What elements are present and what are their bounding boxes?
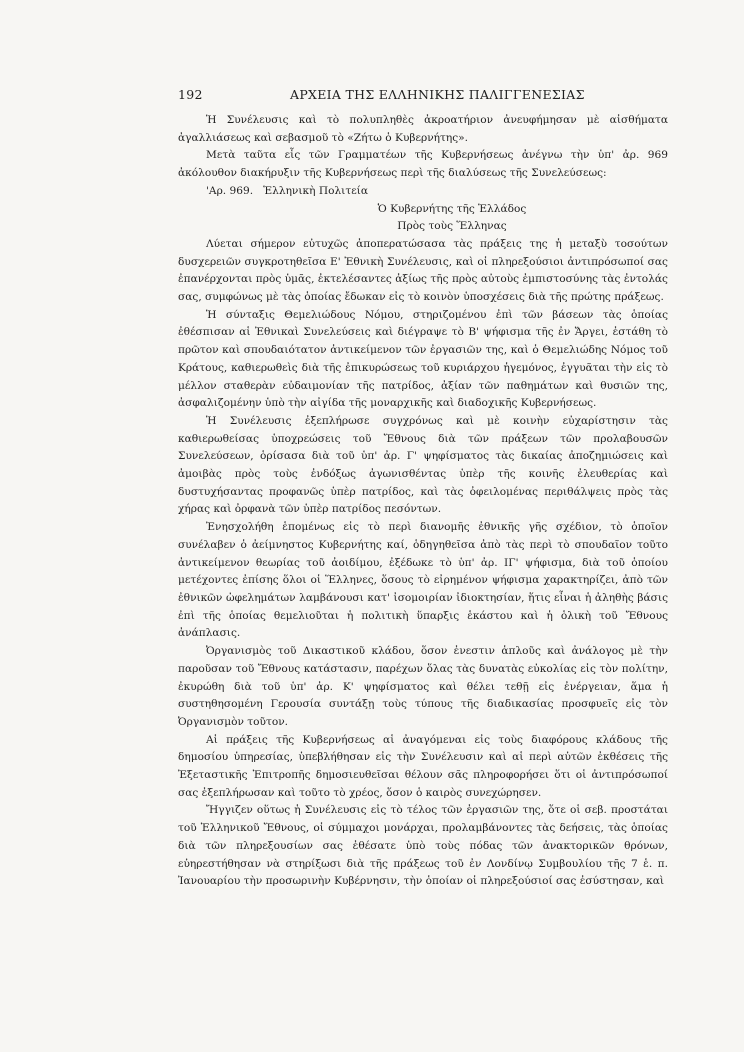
- paragraph-acclamation: Ἡ Συνέλευσις καὶ τὸ πολυπληθὲς ἀκροατήριον ἀνευφήμησαν μὲ αἰσθήματα ἀγαλλιάσεως καὶ σεβασμοῦ τὸ «Ζήτω ὁ Κυβερνήτης».: [178, 114, 668, 144]
- document-body: [178, 112, 668, 891]
- decree-heading: [178, 183, 668, 201]
- governor-title: Ὁ Κυβερνήτης τῆς Ἑλλάδος: [377, 202, 527, 215]
- decree-number: 'Αρ. 969.: [206, 184, 254, 197]
- state-name: Ἑλληνικὴ Πολιτεία: [263, 184, 368, 197]
- running-title: ΑΡΧΕΙΑ ΤΗΣ ΕΛΛΗΝΙΚΗΣ ΠΑΛΙΓΓΕΝΕΣΙΑΣ: [290, 87, 585, 102]
- paragraph-land-distribution: Ἐνησχολήθη ἑπομένως εἰς τὸ περὶ διανομῆς ἐθνικῆς γῆς σχέδιον, τὸ ὁποῖον συνέλαβεν ὁ ἀείμνηστος Κυβερνήτης καί, ὁδηγηθεῖσα ἀπὸ τὰς περὶ τὸ σπουδαῖον τοῦτο ἀντικείμενον θεωρίας τοῦ ἀοιδίμου, ἐξέδωκε τὸ ὑπ' ἀρ. ΙΓ' ψήφισμα, διὰ τοῦ ὁποίου μετέχοντες ἐπίσης ὅλοι οἱ Ἕλληνες, ὅσους τὸ εἰρημένον ψήφισμα χαρακτηρίζει, ἀπὸ τῶν ἐθνικῶν ὠφελημάτων λαμβάνουσι κατ' ἰσομοιρίαν ἰδιοκτησίαν, ἥτις εἶναι ἡ ἀληθὴς βάσις ἐπὶ τῆς ὁποίας θεμελιοῦται ἡ πολιτικὴ ὕπαρξις ἑκάστου καὶ ἡ ὁλικὴ τοῦ Ἔθνους ἀνάπλασις.: [178, 521, 668, 640]
- paragraph-government-acts: Αἱ πράξεις τῆς Κυβερνήσεως αἱ ἀναγόμεναι εἰς τοὺς διαφόρους κλάδους τῆς δημοσίου ὑπηρεσίας, ὑπεβλήθησαν εἰς τὴν Συνέλευσιν καὶ αἱ περὶ αὐτῶν ἐκθέσεις τῆς Ἐξεταστικῆς Ἐπιτροπῆς δημοσιευθεῖσαι θέλουν σᾶς πληροφορήσει ὅτι οἱ ἀντιπρόσωποί σας ἐξεπλήρωσαν καὶ τοῦτο τὸ χρέος, ὅσον ὁ καιρὸς συνεχώρησεν.: [178, 733, 668, 799]
- paragraph-fundamental-law: Ἡ σύνταξις Θεμελιώδους Νόμου, στηριζομένου ἐπὶ τῶν βάσεων τὰς ὁποίας ἐθέσπισαν αἱ Ἐθνικαὶ Συνελεύσεις καὶ διέγραψε τὸ Β' ψήφισμα τῆς ἐν Ἄργει, ἐστάθη τὸ πρῶτον καὶ σπουδαιότατον ἀντικείμενον τῶν ἐργασιῶν της, καὶ ὁ Θεμελιώδης Νόμος τοῦ Κράτους, καθιερωθεὶς διὰ τῆς ἐπικυρώσεως τοῦ κυριάρχου ἡγεμόνος, ἐγγυᾶται τὴν εἰς τὸ μέλλον σταθερὰν εὐδαιμονίαν τῆς πατρίδος, ἀξίαν τῶν παθημάτων καὶ θυσιῶν της, ἀσφαλιζομένην ὑπὸ τὴν αἰγίδα τῆς μοναρχικῆς καὶ διαδοχικῆς Κυβερνήσεως.: [178, 308, 668, 410]
- paragraph-reading: Μετὰ ταῦτα εἷς τῶν Γραμματέων τῆς Κυβερνήσεως ἀνέγνω τὴν ὑπ' ἀρ. 969 ἀκόλουθον διακήρυξιν τῆς Κυβερνήσεως περὶ τῆς διαλύσεως τῆς Συνελεύσεως:: [178, 149, 668, 180]
- addressee-line: Πρὸς τοὺς Ἕλληνας: [397, 220, 507, 233]
- paragraph-judiciary: Ὀργανισμὸς τοῦ Δικαστικοῦ κλάδου, ὅσον ἐνεστιν ἁπλοῦς καὶ ἀνάλογος μὲ τὴν παροῦσαν τοῦ Ἔθνους κατάστασιν, παρέχων ὅλας τὰς δυνατὰς εὐκολίας εἰς τὸν πολίτην, ἐκυρώθη διὰ τοῦ ὑπ' ἀρ. Κ' ψηφίσματος καὶ θέλει τεθῇ εἰς ἐνέργειαν, ἅμα ἡ συστηθησομένη Γερουσία συντάξῃ τοὺς τύπους τῆς διαδικασίας προσφυεῖς εἰς τὸν Ὀργανισμὸν τοῦτον.: [178, 645, 668, 728]
- running-header: [178, 87, 585, 107]
- paragraph-allied-monarchs: Ἤγγιζεν οὕτως ἡ Συνέλευσις εἰς τὸ τέλος τῶν ἐργασιῶν της, ὅτε οἱ σεβ. προστάται τοῦ Ἑλληνικοῦ Ἔθνους, οἱ σύμμαχοι μονάρχαι, προλαμβάνοντες τὰς δεήσεις, τὰς ὁποίας διὰ τῶν πληρεξουσίων σας ἐθέσατε ὑπὸ τοὺς πόδας τῶν ἀνακτορικῶν θρόνων, εὐηρεστήθησαν νὰ στηρίξωσι διὰ τῆς πράξεως τοῦ ἐν Λονδίνῳ Συμβουλίου τῆς 7 ἑ. π. Ἰανουαρίου τὴν προσωρινὴν Κυβέρνησιν, τὴν ὁποίαν οἱ πληρεξούσιοί σας ἐσύστησαν, καὶ: [178, 804, 668, 888]
- page-number: 192: [178, 87, 203, 102]
- paragraph-obligations: Ἡ Συνέλευσις ἐξεπλήρωσε συγχρόνως καὶ μὲ κοινὴν εὐχαρίστησιν τὰς καθιερωθείσας ὑποχρεώσεις τοῦ Ἔθνους διὰ τῶν πράξεων τῶν προλαβουσῶν Συνελεύσεων, ὁρίσασα διὰ τοῦ ὑπ' ἀρ. Γ' ψηφίσματος τὰς δικαίας ἀποζημιώσεις καὶ ἀμοιβὰς πρὸς τοὺς ἐνδόξως ἀγωνισθέντας ὑπὲρ τῆς κοινῆς ἐλευθερίας καὶ δυστυχήσαντας προφανῶς ὑπὲρ πατρίδος, καὶ τὰς ὀφειλομένας περιθάλψεις πρὸς τὰς χήρας καὶ ὀρφανὰ τῶν ὑπὲρ πατρίδος πεσόντων.: [178, 414, 668, 516]
- paragraph-dissolution: Λύεται σήμερον εὐτυχῶς ἀποπερατώσασα τὰς πράξεις της ἡ μεταξὺ τοσούτων δυσχερειῶν συγκροτηθεῖσα Ε' Ἐθνικὴ Συνέλευσις, καὶ οἱ πληρεξούσιοι ἀντιπρόσωποί σας ἐπανέρχονται πρὸς ὑμᾶς, ἐκτελέσαντες ἀξίως τῆς πρὸς αὐτοὺς ἐμπιστοσύνης τὰς ἐντολάς σας, συμφώνως μὲ τὰς ὁποίας ἔδωκαν εἰς τὸ κοινὸν ὑποσχέσεις διὰ τῆς πρώτης πράξεως.: [178, 237, 668, 304]
